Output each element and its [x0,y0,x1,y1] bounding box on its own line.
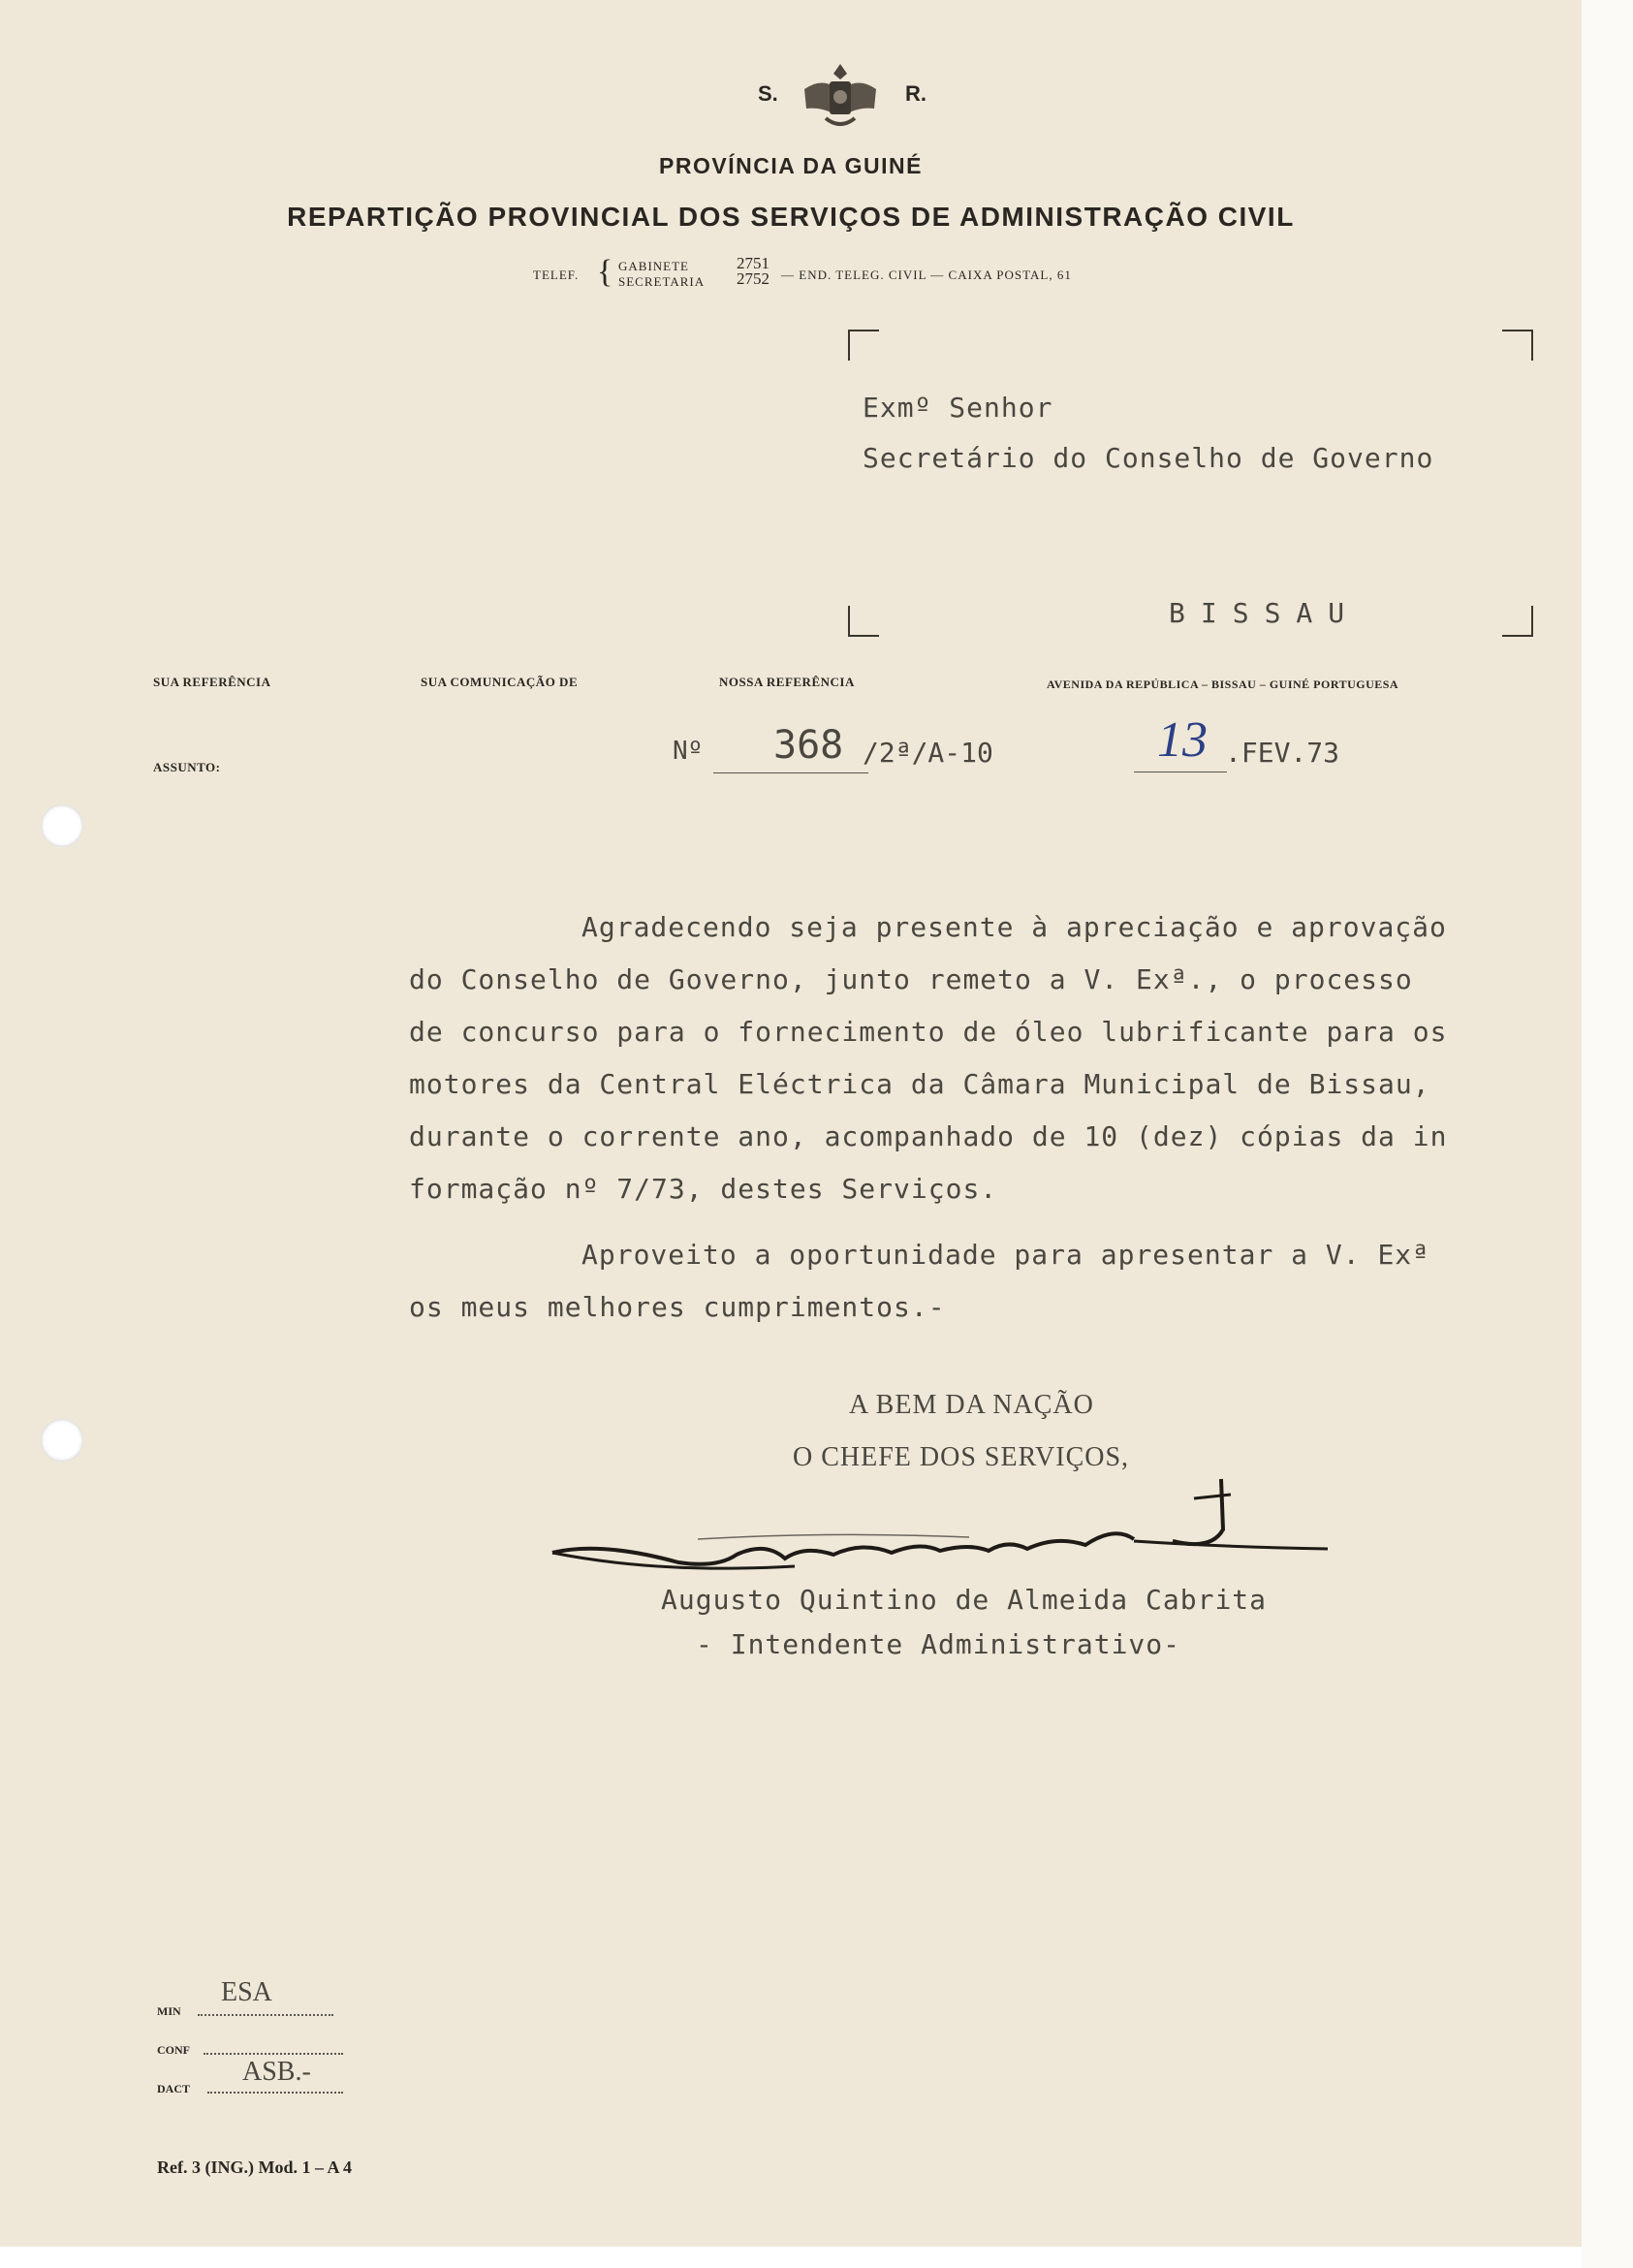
min-dotline [198,2014,333,2016]
recipient-city: BISSAU [1169,597,1361,629]
signatory-name: Augusto Quintino de Almeida Cabrita [661,1584,1268,1616]
contact-numbers: 2751 2752 [737,254,769,288]
address-corner-br [1502,606,1533,637]
address-corner-tl [848,330,879,361]
address-corner-tr [1502,330,1533,361]
body-line-4: motores da Central Eléctrica da Câmara Municipal de Bissau, [409,1068,1430,1100]
closing-line-2: O CHEFE DOS SERVIÇOS, [793,1442,1130,1472]
coat-of-arms-icon [797,60,884,134]
body-line-6: formação nº 7/73, destes Serviços. [409,1173,998,1205]
ref-number: 368 [773,723,844,768]
contact-address: — END. TELEG. CIVIL — CAIXA POSTAL, 61 [781,268,1072,282]
contact-offices: GABINETE SECRETARIA [618,259,706,289]
department-title: REPARTIÇÃO PROVINCIAL DOS SERVIÇOS DE ADMINISTRAÇÃO CIVIL [287,202,1295,232]
recipient-salutation: Exmº Senhor [863,392,1053,424]
conf-dotline [204,2053,343,2055]
address-corner-bl [848,606,879,637]
dact-value: ASB.- [242,2057,311,2087]
date-day: 13 [1157,712,1208,768]
min-value: ESA [221,1977,272,2007]
label-address: AVENIDA DA REPÚBLICA – BISSAU – GUINÉ PORTUGUESA [1047,677,1399,691]
telef-label: TELEF. [533,268,580,282]
label-dact: DACT [157,2082,191,2095]
ref-no-prefix: Nº [673,737,704,766]
dact-dotline [207,2092,343,2094]
body-line-8: os meus melhores cumprimentos.- [409,1291,946,1323]
signatory-title: - Intendente Administrativo- [696,1628,1181,1660]
body-line-2: do Conselho de Governo, junto remeto a V. Exª., o processo [409,963,1413,995]
body-line-5: durante o corrente ano, acompanhado de 10 (dez) cópias da in [409,1120,1448,1152]
body-line-3: de concurso para o fornecimento de óleo lubrificante para os [409,1016,1448,1048]
label-sua-referencia: SUA REFERÊNCIA [153,675,271,689]
body-line-1: Agradecendo seja presente à apreciação e aprovação [581,911,1447,943]
signature-icon [543,1473,1337,1580]
label-nossa-referencia: NOSSA REFERÊNCIA [719,675,855,689]
brace-icon: { [597,254,613,290]
label-assunto: ASSUNTO: [153,760,221,774]
ref-underline [713,772,868,773]
date-month-year: .FEV.73 [1225,737,1340,769]
province-title: PROVÍNCIA DA GUINÉ [659,153,923,178]
label-conf: CONF [157,2043,190,2057]
header-r: R. [905,81,926,106]
header-s: S. [758,81,778,106]
punch-hole-top [41,804,83,847]
label-min: MIN [157,2004,181,2018]
scan-margin [1582,0,1633,2268]
ref-suffix: /2ª/A-10 [863,737,993,769]
label-sua-comunicacao: SUA COMUNICAÇÃO DE [421,675,579,689]
body-line-7: Aproveito a oportunidade para apresentar a V. Exª [581,1239,1430,1271]
closing-line-1: A BEM DA NAÇÃO [849,1390,1094,1420]
punch-hole-bottom [41,1419,83,1462]
recipient-title: Secretário do Conselho de Governo [863,442,1434,474]
form-reference: Ref. 3 (ING.) Mod. 1 – A 4 [157,2158,352,2177]
